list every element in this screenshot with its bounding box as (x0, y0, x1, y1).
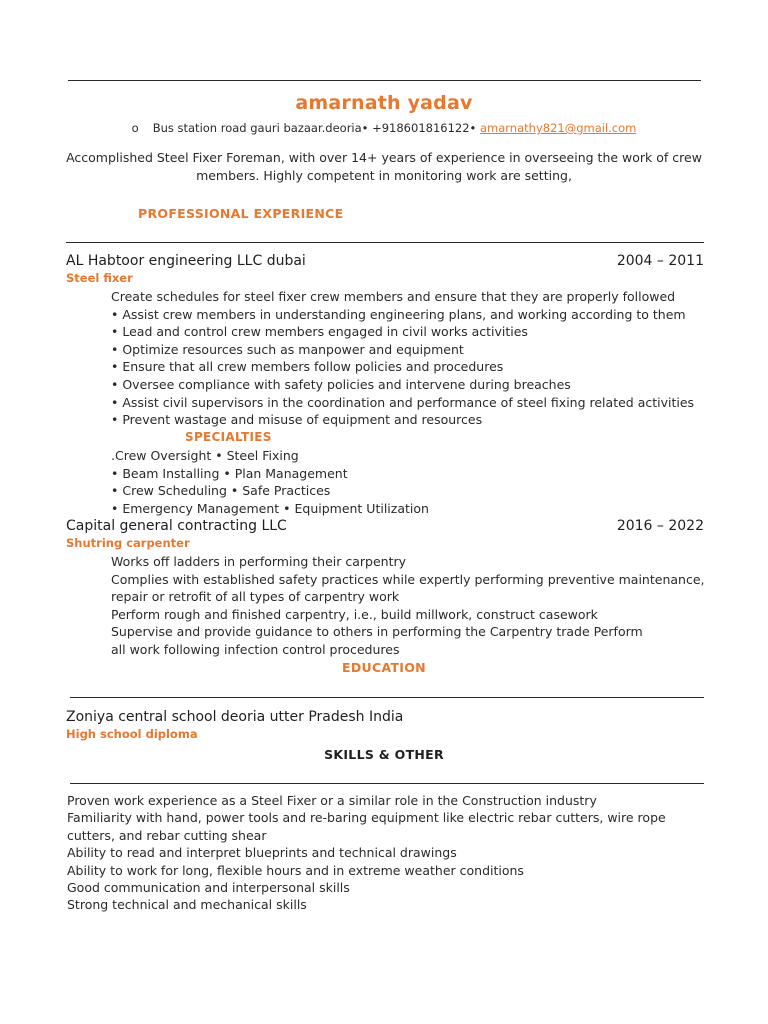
list-item: repair or retrofit of all types of carpentry work (111, 589, 400, 605)
job-company: Capital general contracting LLC (66, 518, 287, 534)
job-years: 2004 – 2011 (616, 253, 704, 269)
section-skills: SKILLS & OTHER (324, 747, 444, 762)
list-item: Ability to read and interpret blueprints and technical drawings (67, 845, 457, 861)
specialties-list (111, 447, 711, 517)
section-specialties: SPECIALTIES (185, 430, 272, 444)
top-divider (68, 80, 701, 81)
contact-bullet: o (131, 121, 139, 135)
list-item: • Prevent wastage and misuse of equipment and resources (111, 412, 483, 428)
list-item: Familiarity with hand, power tools and re-baring equipment like electric rebar cutters, wire rope cutters, and rebar cutting shear (67, 810, 666, 843)
section-experience: PROFESSIONAL EXPERIENCE (138, 206, 344, 221)
job-company: AL Habtoor engineering LLC dubai (66, 253, 306, 269)
list-item: • Crew Scheduling • Safe Practices (111, 483, 331, 499)
list-item: • Ensure that all crew members follow policies and procedures (111, 359, 504, 375)
list-item: Complies with established safety practices while expertly performing preventive maintenance, (111, 571, 705, 587)
job-role: Shutring carpenter (66, 536, 190, 550)
list-item: • Optimize resources such as manpower and equipment (111, 341, 464, 357)
summary-text: Accomplished Steel Fixer Foreman, with over 14+ years of experience in overseeing the work of crew members. Highly competent in monitoring work are setting, (66, 150, 702, 183)
list-item: .Crew Oversight • Steel Fixing (111, 448, 299, 463)
list-item: all work following infection control procedures (111, 641, 400, 657)
job-role: Steel fixer (66, 271, 133, 285)
education-divider (70, 697, 704, 698)
skills-list (67, 792, 707, 914)
experience-divider (66, 242, 704, 243)
list-item: • Lead and control crew members engaged in civil works activities (111, 324, 528, 340)
list-item: Perform rough and finished carpentry, i.e., build millwork, construct casework (111, 606, 598, 622)
list-item: Create schedules for steel fixer crew members and ensure that they are properly followed (111, 289, 676, 304)
list-item: Strong technical and mechanical skills (67, 897, 307, 913)
job-duties-list (111, 553, 711, 659)
education-degree: High school diploma (66, 727, 198, 741)
list-item: Proven work experience as a Steel Fixer or a similar role in the Construction industry (67, 793, 597, 808)
job-years: 2016 – 2022 (616, 518, 704, 534)
skills-divider (70, 783, 704, 784)
list-item: • Oversee compliance with safety policies and intervene during breaches (111, 376, 571, 392)
candidate-name: amarnath yadav (295, 92, 473, 114)
list-item: Supervise and provide guidance to others in performing the Carpentry trade Perform (111, 624, 643, 640)
list-item: Works off ladders in performing their carpentry (111, 554, 407, 569)
education-school: Zoniya central school deoria utter Pradesh India (66, 709, 404, 725)
list-item: • Assist civil supervisors in the coordination and performance of steel fixing related activities (111, 394, 695, 410)
list-item: • Emergency Management • Equipment Utilization (111, 500, 429, 516)
address-phone: Bus station road gauri bazaar.deoria• +918601816122• (152, 121, 477, 135)
job-duties-list (111, 288, 711, 429)
list-item: Ability to work for long, flexible hours and in extreme weather conditions (67, 862, 524, 878)
contact-line (0, 121, 768, 135)
section-education: EDUCATION (342, 660, 426, 675)
list-item: • Beam Installing • Plan Management (111, 465, 348, 481)
list-item: • Assist crew members in understanding engineering plans, and working according to them (111, 306, 686, 322)
email-link[interactable]: amarnathy821@gmail.com (479, 121, 637, 135)
list-item: Good communication and interpersonal skills (67, 880, 350, 896)
